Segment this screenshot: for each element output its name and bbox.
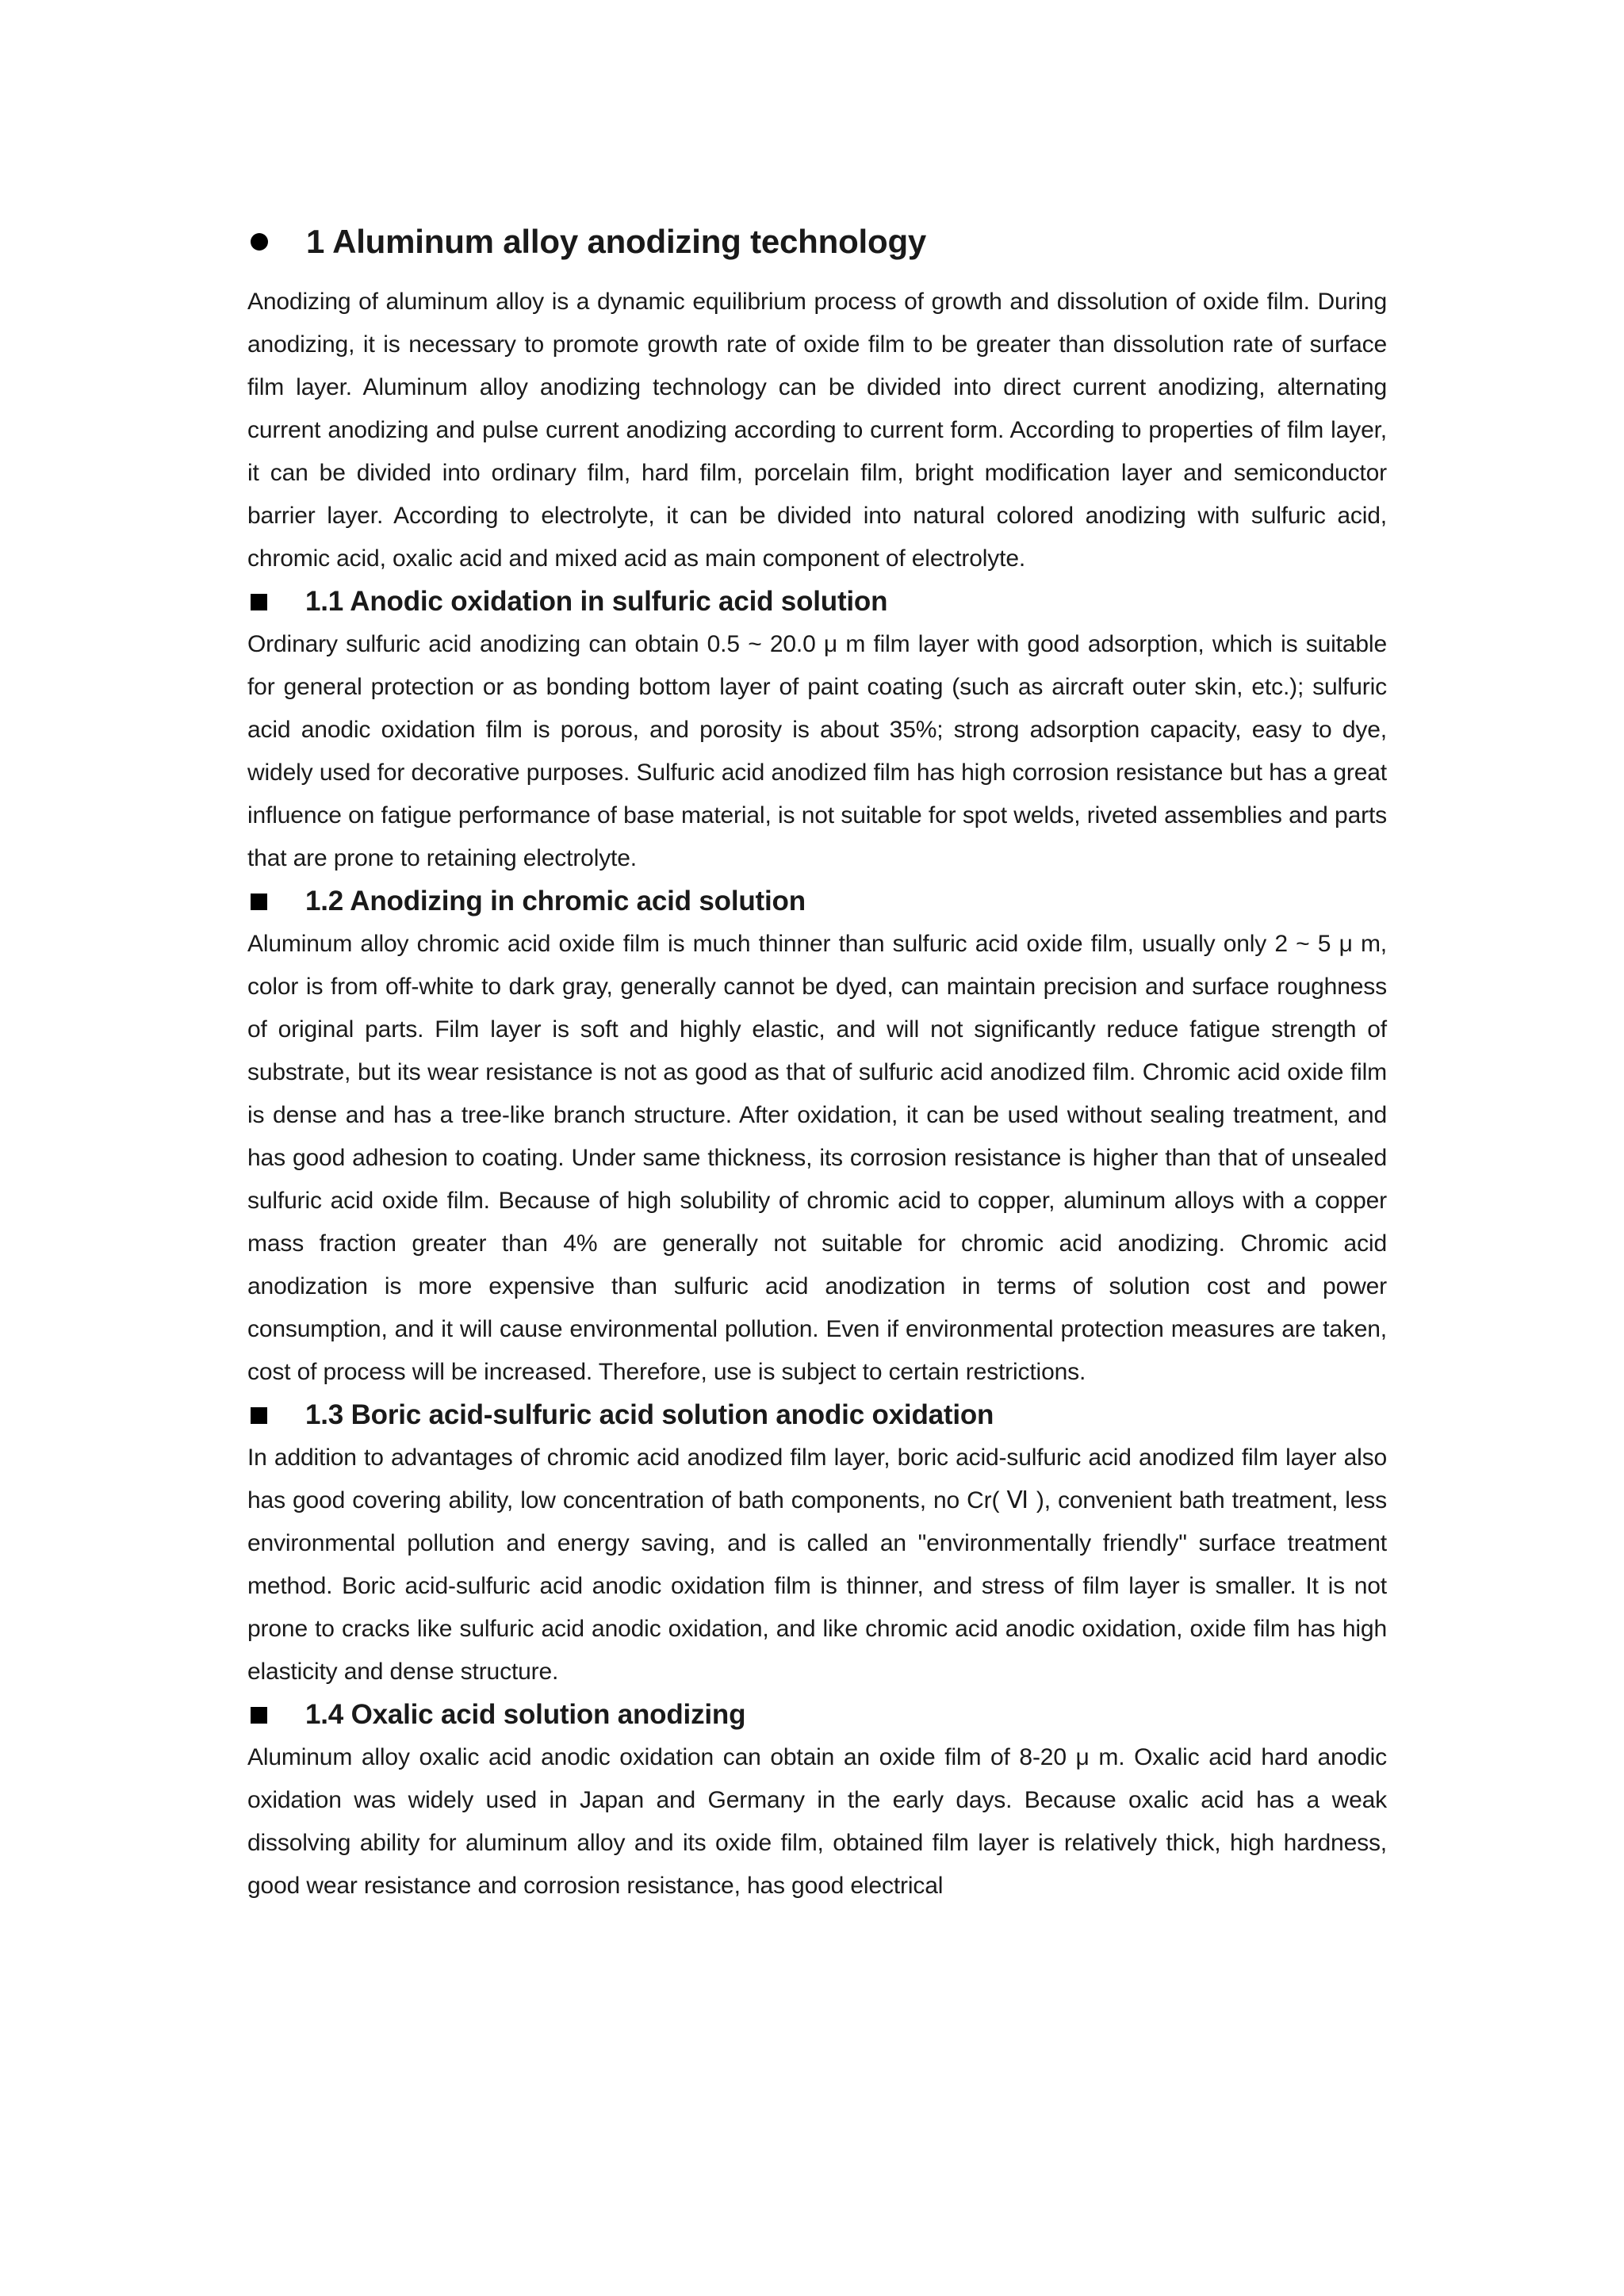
- square-bullet-icon: [251, 594, 267, 610]
- subsection-heading: [247, 1394, 1387, 1437]
- subsection-heading: [247, 580, 1387, 623]
- paragraph: Aluminum alloy oxalic acid anodic oxidation can obtain an oxide film of 8-20 μ m. Oxalic acid hard anodic oxidation was widely used in Japan and Germany in the early days. Because oxalic acid has a weak dissolving ability for aluminum alloy and its oxide film, obtained film layer is relatively thick, high hardness, good wear resistance and corrosion resistance, has good electrical: [247, 1744, 1387, 1899]
- subsection-heading: [247, 1693, 1387, 1736]
- square-bullet-icon: [251, 1707, 267, 1724]
- heading-text: 1.3 Boric acid-sulfuric acid solution anodic oxidation: [305, 1399, 994, 1430]
- document-page: [247, 214, 1387, 1908]
- square-bullet-icon: [251, 1407, 267, 1424]
- section-heading: [247, 214, 1387, 270]
- paragraph: Anodizing of aluminum alloy is a dynamic equilibrium process of growth and dissolution of oxide film. During anodizing, it is necessary to promote growth rate of oxide film to be greater than dissolution rate of surface film layer. Aluminum alloy anodizing technology can be divided into direct current anodizing, alternating current anodizing and pulse current anodizing according to current form. According to properties of film layer, it can be divided into ordinary film, hard film, porcelain film, bright modification layer and semiconductor barrier layer. According to electrolyte, it can be divided into natural colored anodizing with sulfuric acid, chromic acid, oxalic acid and mixed acid as main component of electrolyte.: [247, 289, 1387, 572]
- paragraph: In addition to advantages of chromic acid anodized film layer, boric acid-sulfuric acid anodized film layer also has good covering ability, low concentration of bath components, no Cr( Ⅵ ), convenient bath treatment, less environmental pollution and energy saving, and is called an "environmentally friendly" surface treatment method. Boric acid-sulfuric acid anodic oxidation film is thinner, and stress of film layer is smaller. It is not prone to cracks like sulfuric acid anodic oxidation, and like chromic acid anodic oxidation, oxide film has high elasticity and dense structure.: [247, 1445, 1387, 1685]
- paragraph: Ordinary sulfuric acid anodizing can obtain 0.5 ~ 20.0 μ m film layer with good adsorption, which is suitable for general protection or as bonding bottom layer of paint coating (such as aircraft outer skin, etc.); sulfuric acid anodic oxidation film is porous, and porosity is about 35%; strong adsorption capacity, easy to dye, widely used for decorative purposes. Sulfuric acid anodized film has high corrosion resistance but has a great influence on fatigue performance of base material, is not suitable for spot welds, riveted assemblies and parts that are prone to retaining electrolyte.: [247, 631, 1387, 871]
- subsection-heading: [247, 880, 1387, 923]
- heading-text: 1 Aluminum alloy anodizing technology: [306, 223, 927, 260]
- round-bullet-icon: [251, 233, 268, 251]
- square-bullet-icon: [251, 894, 267, 910]
- heading-text: 1.1 Anodic oxidation in sulfuric acid solution: [305, 586, 888, 617]
- paragraph: Aluminum alloy chromic acid oxide film is much thinner than sulfuric acid oxide film, usually only 2 ~ 5 μ m, color is from off-white to dark gray, generally cannot be dyed, can maintain precision and surface roughness of original parts. Film layer is soft and highly elastic, and will not significantly reduce fatigue strength of substrate, but its wear resistance is not as good as that of sulfuric acid anodized film. Chromic acid oxide film is dense and has a tree-like branch structure. After oxidation, it can be used without sealing treatment, and has good adhesion to coating. Under same thickness, its corrosion resistance is higher than that of unsealed sulfuric acid oxide film. Because of high solubility of chromic acid to copper, aluminum alloys with a copper mass fraction greater than 4% are generally not suitable for chromic acid anodizing. Chromic acid anodization is more expensive than sulfuric acid anodization in terms of solution cost and power consumption, and it will cause environmental pollution. Even if environmental protection measures are taken, cost of process will be increased. Therefore, use is subject to certain restrictions.: [247, 931, 1387, 1385]
- heading-text: 1.2 Anodizing in chromic acid solution: [305, 886, 806, 916]
- heading-text: 1.4 Oxalic acid solution anodizing: [305, 1699, 746, 1730]
